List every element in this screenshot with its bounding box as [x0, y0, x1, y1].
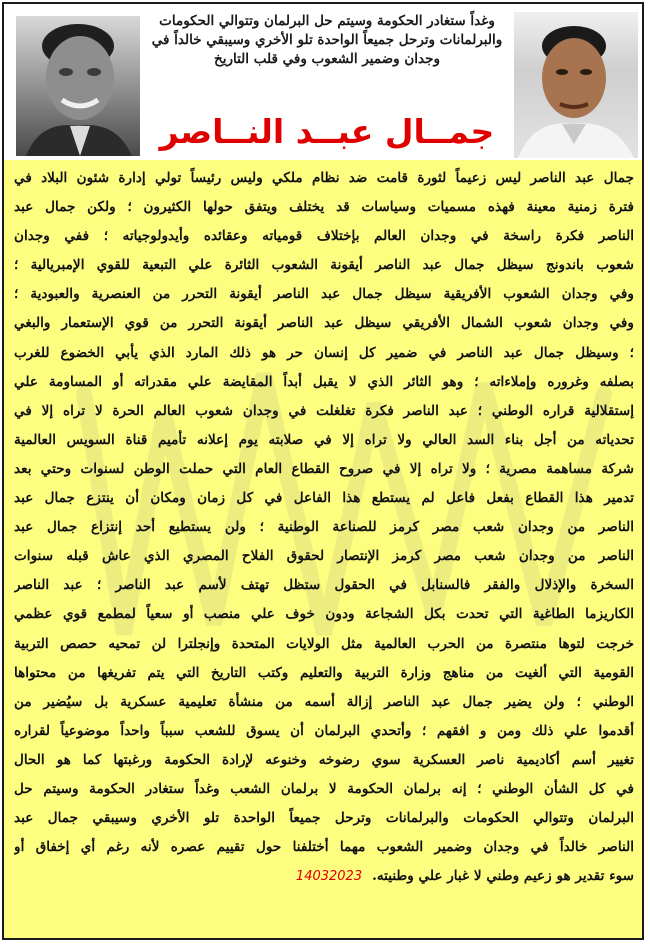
article-line — [14, 339, 634, 368]
article-line — [14, 484, 634, 513]
article-body — [14, 164, 634, 924]
article-line — [14, 775, 634, 804]
article-line-text: البرلمان وتتوالي الحكومات والبرلمانات وترحل جميعاً الواحدة تلو الأخري وسيبقي جمال عبد — [14, 810, 634, 827]
article-line — [14, 251, 634, 280]
article-line — [14, 164, 634, 193]
article-line-text: الناصر من وجدان شعب مصر كرمز للصناعة الوطنية ؛ ولن يستطيع أحد إنتزاع جمال عبد — [14, 519, 634, 536]
article-line — [14, 309, 634, 338]
header — [4, 4, 642, 160]
article-line-text: ؛ وسيظل جمال عبد الناصر في ضمير كل إنسان حر هو ذلك المارد الذي يأبي الخضوع للغرب — [14, 344, 634, 361]
article-line-text: خرجت لتوها منتصرة من الحرب العالمية مثل الولايات المتحدة وإنجلترا لن تمحيه حصص التربية — [14, 635, 634, 652]
article-line-text: شعوب باندونج سيظل جمال عبد الناصر أيقونة الشعوب الثائرة علي التبعية للقوي الإمبريالية ؛ — [14, 257, 634, 274]
article-frame — [2, 2, 644, 940]
article-line — [14, 746, 634, 775]
portrait-left-icon — [16, 16, 140, 156]
article-line — [14, 600, 634, 629]
article-line-text: تحدياته من أجل بناء السد العالي ولا تراه إلا في صلابته يوم إعلانه تأميم قناة السويس العالمية — [14, 431, 634, 448]
article-line — [14, 222, 634, 251]
article-line-text: إستقلالية قراره الوطني ؛ عبد الناصر فكرة تغلغلت في وجدان شعوب العالم الحرة لا تراه إلا في — [14, 402, 634, 419]
article-line — [14, 862, 634, 891]
article-line — [14, 455, 634, 484]
article-line-text: الناصر خالداً في وجدان وضمير الشعوب مهما أختلفنا حول تقييم عصره لأنه رغم أي إخفاق أو — [14, 839, 634, 856]
name-title: جمــال عبــد النــاصر — [159, 112, 495, 151]
article-line-text: سوء تقدير هو زعيم وطني لا غبار علي وطنيته. — [372, 868, 634, 885]
article-line-text: أقدموا علي ذلك ومن و افقهم ؛ وأتحدي البرلمان أن يسوق للشعب سبباً واحداً موضوعياً لقراره — [14, 722, 634, 739]
article-line-text: وفي وجدان شعوب الشمال الأفريقي سيظل عبد الناصر أيقونة التحرر من قوي الإستعمار والبغي — [14, 315, 634, 332]
article-line-text: وفي وجدان الشعوب الأفريقية سيظل جمال عبد الناصر أيقونة التحرر من العنصرية والعبودية ؛ — [14, 286, 634, 303]
article-line — [14, 513, 634, 542]
article-line — [14, 397, 634, 426]
article-line — [14, 426, 634, 455]
article-line-text: السخرة والإذلال والفقر فالسنابل في الحقول ستظل تهتف لأسم عبد الناصر ؛ عبد الناصر — [14, 577, 634, 594]
article-line-text: القومية التي ألغيت من مناهج وزارة التربية والتعليم وكتب التاريخ التي يتم تفريغها من محتواها — [14, 664, 634, 681]
article-date: 14032023 — [295, 869, 363, 885]
article-line-text: جمال عبد الناصر ليس زعيماً لثورة قامت ضد نظام ملكي وليس رئيساً تولي إدارة شئون البلاد في — [14, 170, 634, 186]
header-quote: وغداً ستغادر الحكومة وسيتم حل البرلمان وتتوالي الحكومات والبرلمانات وترحل جميعاً الواحدة تلو الأخري وسيبقي خالداً في وجدان وضمير الشعوب وفي قلب التاريخ — [151, 13, 503, 67]
article-line — [14, 630, 634, 659]
article-line-text: في كل الشأن الوطني ؛ إنه برلمان الحكومة لا برلمان الشعب وغداً ستغادر الحكومة وسيتم حل — [14, 780, 634, 797]
article-line — [14, 833, 634, 862]
article-line-text: بصلفه وغروره وإملاءاته ؛ وهو الثائر الذي لا يقبل أبداً المقايضة علي مقدراته أو المساومة علي — [14, 373, 634, 390]
article-line — [14, 717, 634, 746]
article-line-text: شركة مساهمة مصرية ؛ ولا تراه إلا في صروح القطاع العام التي حملت الوطن لسنوات وحتي بعد — [14, 460, 634, 477]
article-line-text: الناصر من وجدان شعب مصر كرمز الإنتصار لحقوق الفلاح المصري الذي عاش قبله سنوات — [14, 548, 634, 565]
article-line-text: تغيير أسم أكاديمية ناصر العسكرية سوي رضوخه وخنوعه لإرادة الحكومة ورغبتها كما هو الحال — [14, 751, 634, 768]
article-line-text: الوطني ؛ ولن يضير جمال عبد الناصر إزالة أسمه من منشأة تعليمية عسكرية بل سيُضير من — [14, 693, 634, 710]
portrait-right-icon — [514, 12, 638, 158]
article-line-text: فترة زمنية معينة فهذه مسميات وسياسات قد يختلف ويتفق حولها الكثيرون ؛ ولكن جمال عبد — [14, 199, 634, 216]
article-line — [14, 571, 634, 600]
article-line — [14, 542, 634, 571]
article-line — [14, 804, 634, 833]
article-line — [14, 688, 634, 717]
article-line — [14, 193, 634, 222]
article-line-text: الناصر فكرة راسخة في وجدان العالم بإختلاف قومياته وعقائده وأيدولوجياته ؛ ففي وجدان — [14, 228, 634, 245]
article-line — [14, 368, 634, 397]
article-line-text: تدمير هذا القطاع بفعل فاعل لم يستطع هذا الفاعل في كل زمان ومكان أن ينتزع جمال عبد — [14, 490, 634, 507]
portrait-photo-right — [514, 12, 638, 158]
article-line — [14, 280, 634, 309]
portrait-photo-left — [16, 16, 140, 156]
article-line-text: الكاريزما الطاغية التي تحدت بكل الشجاعة ودون خوف علي منصب أو سعياً لمطمع قوي عظمي — [14, 606, 634, 623]
article-line — [14, 659, 634, 688]
